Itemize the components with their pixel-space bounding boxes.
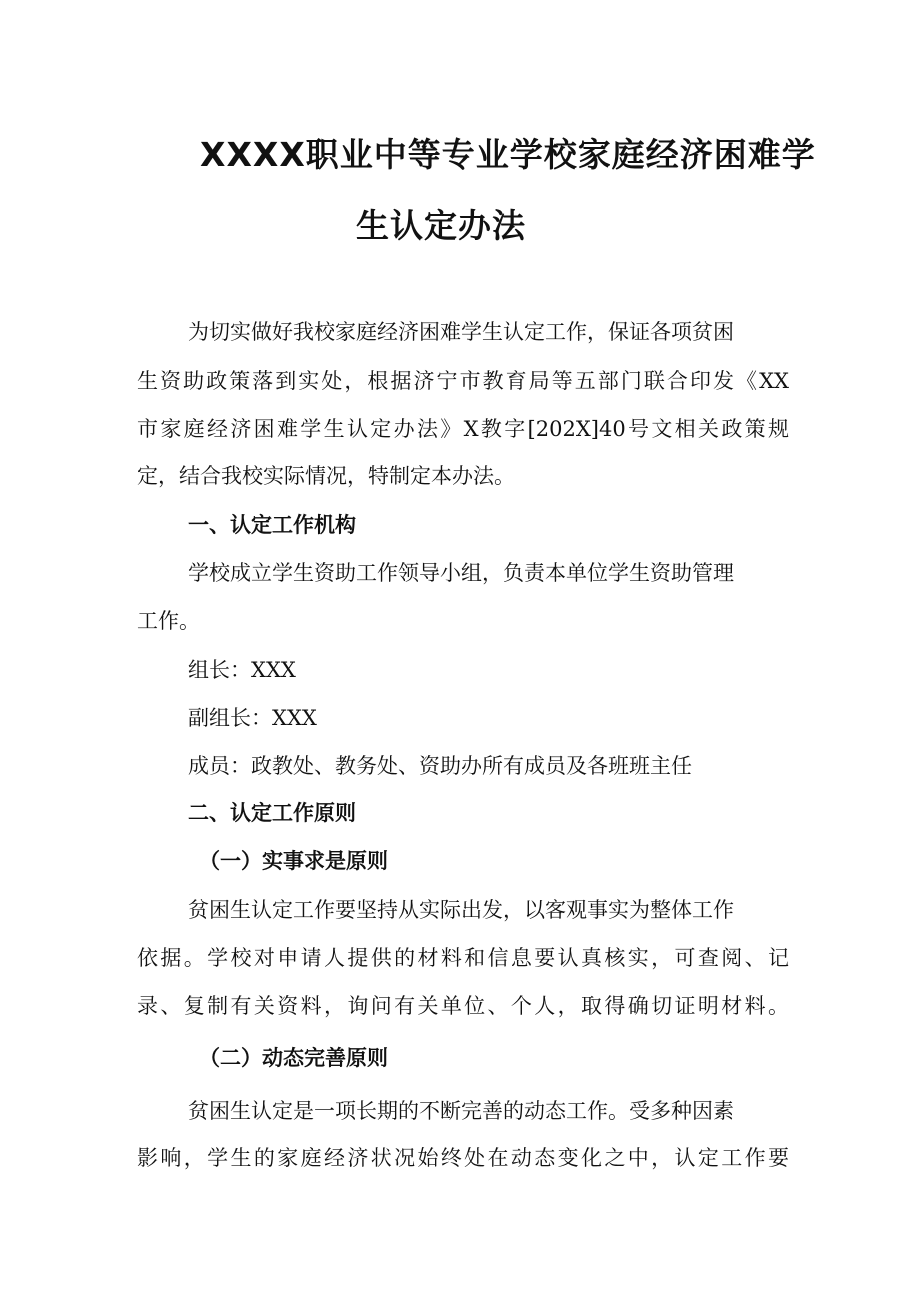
section-2-heading: 二、认定工作原则 [188, 801, 356, 825]
intro-line-1: 为切实做好我校家庭经济困难学生认定工作，保证各项贫困 [188, 320, 734, 344]
subsection-2-line-1: 贫困生认定是一项长期的不断完善的动态工作。受多种因素 [188, 1099, 734, 1123]
subsection-1-line-3: 录、复制有关资料，询问有关单位、个人，取得确切证明材料。 [137, 994, 789, 1018]
section-1-leader: 组长：XXX [188, 658, 296, 682]
intro-line-4: 定，结合我校实际情况，特制定本办法。 [137, 464, 515, 488]
subsection-2-line-2: 影响，学生的家庭经济状况始终处在动态变化之中，认定工作要 [137, 1146, 789, 1170]
intro-line-3: 市家庭经济困难学生认定办法》X教字[202X]40号文相关政策规 [137, 417, 789, 441]
subsection-1-line-2: 依据。学校对申请人提供的材料和信息要认真核实，可查阅、记 [137, 946, 789, 970]
section-1-members: 成员：政教处、教务处、资助办所有成员及各班班主任 [188, 754, 692, 778]
subsection-1-line-1: 贫困生认定工作要坚持从实际出发，以客观事实为整体工作 [188, 898, 734, 922]
subsection-1-heading: （一）实事求是原则 [199, 849, 388, 873]
document-title-line-1: XXXX职业中等专业学校家庭经济困难学 [200, 135, 816, 174]
subsection-2-heading: （二）动态完善原则 [199, 1046, 388, 1070]
intro-line-2: 生资助政策落到实处，根据济宁市教育局等五部门联合印发《XX [137, 369, 789, 393]
section-1-body-line-1: 学校成立学生资助工作领导小组，负责本单位学生资助管理 [188, 561, 734, 585]
section-1-body-line-2: 工作。 [137, 609, 200, 633]
section-1-heading: 一、认定工作机构 [188, 513, 356, 537]
section-1-deputy: 副组长：XXX [188, 706, 317, 730]
document-title-line-2: 生认定办法 [356, 206, 526, 245]
